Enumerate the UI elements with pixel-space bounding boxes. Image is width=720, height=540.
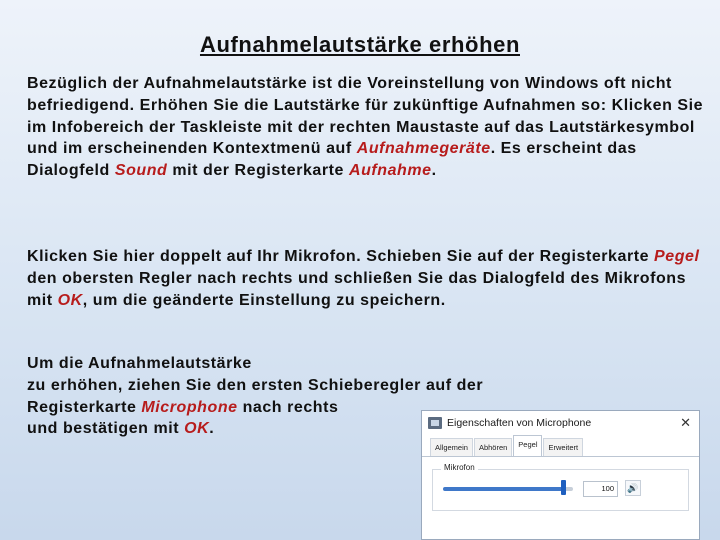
dialog-title: Eigenschaften von Microphone (447, 417, 592, 429)
paragraph-1-text-4: . (431, 162, 437, 180)
paragraph-3-text-5: und bestätigen mit (27, 420, 185, 438)
paragraph-2-text-2: den obersten Regler nach rechts und schließen Sie das Dialogfeld des Mikrofons mit (27, 269, 687, 309)
emphasis-ok: OK (57, 291, 83, 309)
paragraph-2-text-1: Klicken Sie hier doppelt auf Ihr Mikrofon. Schieben Sie auf der Registerkarte (27, 248, 655, 265)
emphasis-aufnahme: Aufnahme (348, 162, 432, 180)
paragraph-1-text-3: mit der Registerkarte (167, 162, 349, 180)
tab-abhoeren[interactable]: Abhören (474, 438, 512, 456)
emphasis-pegel: Pegel (654, 248, 700, 265)
emphasis-microphone: Microphone (141, 398, 238, 416)
volume-slider-thumb[interactable] (561, 480, 566, 495)
paragraph-2 (27, 246, 707, 311)
close-icon[interactable]: ✕ (680, 415, 691, 430)
tab-allgemein[interactable]: Allgemein (430, 438, 473, 456)
tab-erweitert[interactable]: Erweitert (543, 438, 583, 456)
dialog-app-icon (428, 417, 442, 429)
paragraph-1-text-1: Bezüglich der Aufnahmelautstärke ist die Voreinstellung von Windows oft nicht befriedigend. Erhöhen Sie die Lautstärke für zukünftige Aufnahmen so: Klicken Sie im Infobereich der Taskleiste mit der rechten Maustaste auf das Lautstärkesymbol und im erscheinenden Kontextmenü auf (27, 75, 704, 158)
paragraph-1 (27, 73, 707, 182)
emphasis-sound: Sound (114, 162, 168, 180)
group-label: Mikrofon (441, 463, 478, 472)
volume-value-field[interactable]: 100 (583, 481, 618, 497)
slider-track-filled (443, 487, 563, 491)
paragraph-3-text-6: . (209, 420, 215, 438)
page-title: Aufnahmelautstärke erhöhen (199, 32, 520, 57)
tab-pegel[interactable]: Pegel (513, 435, 542, 456)
emphasis-ok-2: OK (184, 420, 210, 438)
emphasis-aufnahmegeraete: Aufnahmegeräte (356, 140, 491, 158)
paragraph-3-text-4: nach rechts (237, 398, 339, 416)
paragraph-2-text-3: , um die geänderte Einstellung zu speichern. (82, 291, 446, 309)
properties-dialog-screenshot (421, 410, 700, 540)
paragraph-3-text-2: zu erhöhen, ziehen Sie den ersten Schieberegler auf der (27, 376, 484, 394)
paragraph-3-text-1: Um die Aufnahmelautstärke (27, 355, 252, 372)
speaker-icon[interactable]: 🔊 (625, 480, 641, 496)
dialog-titlebar (422, 411, 699, 435)
dialog-tabs (422, 438, 699, 457)
level-group (432, 463, 689, 511)
paragraph-3-text-3: Registerkarte (27, 398, 142, 416)
dialog-body (422, 457, 699, 493)
paragraph-1-text-2: . Es erscheint das Dialogfeld (27, 140, 637, 180)
